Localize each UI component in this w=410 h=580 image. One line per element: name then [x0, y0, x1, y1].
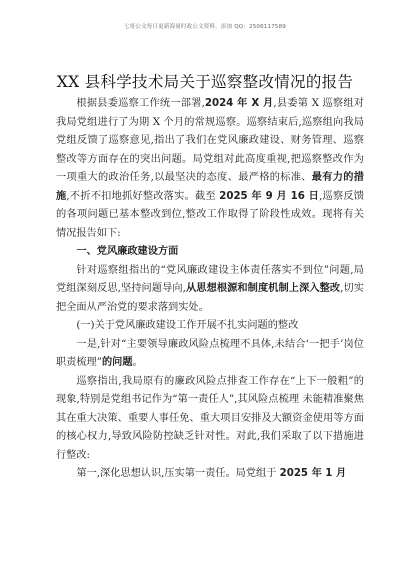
- subsection-heading: (一)关于党风廉政建设工作开展不扎实问题的整改: [76, 320, 299, 331]
- paragraph-detail: 巡察指出,我局原有的廉政风险点排查工作存在“上下一般粗”的现象,特别是党组书记作为“第一责任人”,其风险点梳理 未能精准聚焦其在重大决策、重要人事任免、重大项目安排及大额资金使用等方面的核心权力,导致风险防控缺乏针对性。对此,我们采取了以下措施进行整改:: [56, 375, 364, 461]
- bold-phrase: 最有力的措施: [56, 172, 364, 202]
- section-heading: 一、党风廉政建设方面: [76, 246, 179, 257]
- bold-phrase: 的问题: [101, 357, 133, 368]
- paragraph-intro: [56, 95, 364, 243]
- bold-phrase: 从思想根源和制度机制上深入整改: [185, 283, 341, 294]
- text-run: ,不折不扣地抓好整改落实。截至: [66, 190, 220, 202]
- text-run: 。: [132, 357, 143, 368]
- document-body: [56, 95, 364, 484]
- page-title: XX 县科学技术局关于巡察整改情况的报告: [56, 73, 354, 91]
- text-run: ,县委第 X 巡察组对我局党组进行了为期 X 个月的常规巡察。巡察结束后,巡察组向我局党组反馈了巡察意见,指出了我们在党风廉政建设、财务管理、巡察整改等方面存在的突出问题。局党组对此高度重视,把巡察整改作为一项重大的政治任务,以最坚决的态度、最严格的标准、: [56, 98, 364, 183]
- paragraph-section1: [56, 262, 364, 318]
- paragraph-measure1: [56, 465, 364, 484]
- text-run: ,巡察反馈的各项问题已基本整改到位,整改工作取得了阶段性成效。现将有关情况报告如下:: [56, 190, 364, 239]
- header-note: 七哥公文每日更新海量时政公文资料，添加 QQ：2506117589: [123, 24, 286, 30]
- bold-date: 2024 年 X 月: [204, 98, 274, 109]
- text-run: 第一,深化思想认识,压实第一责任。局党组于: [76, 468, 280, 479]
- text-run: ,切实把全面从严治党的要求落到实处。: [56, 283, 364, 313]
- paragraph-item1: [56, 336, 364, 373]
- text-run: 一是,针对“主要领导廉政风险点梳理不具体,未结合‘一把手’岗位职责梳理”: [56, 338, 364, 368]
- text-run: 针对巡察组指出的“党风廉政建设主体责任落实不到位”问题,局党组深刻反思,坚持问题导向,: [56, 264, 364, 294]
- bold-date: 2025 年 9 月 16 日: [219, 190, 320, 202]
- bold-date: 2025 年 1 月: [279, 468, 347, 479]
- text-run: 根据县委巡察工作统一部署,: [76, 98, 205, 109]
